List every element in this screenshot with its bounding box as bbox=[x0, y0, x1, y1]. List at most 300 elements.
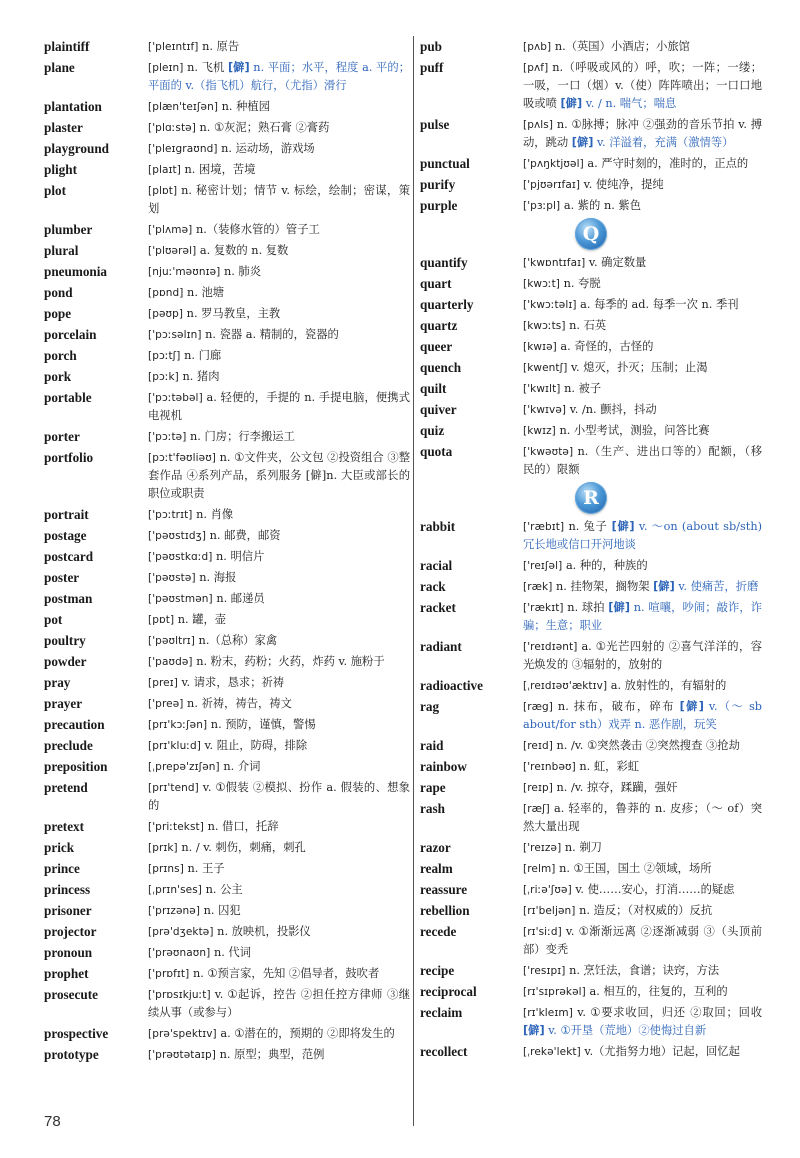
phonetic: [kwɪz] bbox=[523, 425, 556, 437]
meaning: a. 放射性的，有辐射的 bbox=[610, 679, 727, 692]
definition bbox=[523, 197, 762, 215]
headword: quartz bbox=[420, 318, 458, 333]
headword: porcelain bbox=[44, 327, 97, 342]
phonetic: [ˌrekə'lekt] bbox=[523, 1046, 581, 1058]
definition bbox=[523, 422, 762, 440]
extended-meaning bbox=[523, 1024, 706, 1037]
phonetic: [njuː'məʊnɪə] bbox=[148, 266, 221, 278]
right-column bbox=[420, 38, 762, 1064]
headword: realm bbox=[420, 861, 453, 876]
headword: preposition bbox=[44, 759, 108, 774]
entry-plural bbox=[44, 242, 410, 260]
definition bbox=[148, 428, 410, 446]
phonetic: [prə'dʒektə] bbox=[148, 926, 214, 938]
entry-recede bbox=[420, 923, 762, 959]
definition bbox=[148, 758, 410, 776]
definition bbox=[523, 557, 762, 575]
definition bbox=[148, 161, 410, 179]
entry-quota bbox=[420, 443, 762, 479]
phonetic: [plæn'teɪʃən] bbox=[148, 101, 219, 113]
headword: rabbit bbox=[420, 519, 456, 534]
entry-quantify bbox=[420, 254, 762, 272]
phonetic: [relm] bbox=[523, 863, 556, 875]
entry-projector bbox=[44, 923, 410, 941]
phonetic: ['prəʊtətaɪp] bbox=[148, 1049, 217, 1061]
definition bbox=[523, 176, 762, 194]
meaning: n. ①灰泥；熟石膏 ②膏药 bbox=[199, 121, 330, 134]
entry-prince bbox=[44, 860, 410, 878]
phonetic: ['preə] bbox=[148, 698, 184, 710]
headword: pray bbox=[44, 675, 71, 690]
entry-rack bbox=[420, 578, 762, 596]
entry-porcelain bbox=[44, 326, 410, 344]
headword: porch bbox=[44, 348, 77, 363]
entry-rash bbox=[420, 800, 762, 836]
meaning: n. 门房；行李搬运工 bbox=[190, 430, 295, 443]
meaning: n. 秘密计划；情节 v. 标绘，绘制；密谋，策划 bbox=[148, 184, 410, 215]
meaning: a. 奇怪的，古怪的 bbox=[560, 340, 654, 353]
definition bbox=[523, 839, 762, 857]
entry-pretend bbox=[44, 779, 410, 815]
definition bbox=[523, 962, 762, 980]
meaning: n. ①王国，国土 ②领域，场所 bbox=[559, 862, 712, 875]
definition bbox=[523, 518, 762, 554]
definition bbox=[523, 737, 762, 755]
meaning: v. 使……安心，打消……的疑虑 bbox=[575, 883, 735, 896]
definition bbox=[148, 653, 410, 671]
meaning: n. 球拍 bbox=[567, 601, 605, 614]
phonetic: ['pɜːpl] bbox=[523, 200, 561, 212]
headword: prototype bbox=[44, 1047, 99, 1062]
headword: powder bbox=[44, 654, 87, 669]
meaning: n. 门廊 bbox=[184, 349, 222, 362]
entry-racial bbox=[420, 557, 762, 575]
phonetic: ['pɔːtə] bbox=[148, 431, 187, 443]
headword: quarterly bbox=[420, 297, 474, 312]
rare-usage-tag: [僻] bbox=[679, 700, 704, 713]
entry-reclaim bbox=[420, 1004, 762, 1040]
entry-punctual bbox=[420, 155, 762, 173]
headword: recipe bbox=[420, 963, 455, 978]
meaning: n. 兔子 bbox=[568, 520, 608, 533]
phonetic: [ræg] bbox=[523, 701, 553, 713]
headword: punctual bbox=[420, 156, 470, 171]
meaning: n. 肺炎 bbox=[223, 265, 261, 278]
meaning: n. ①文件夹，公文包 ②投资组合 ③整套作品 ④系列产品，系列服务 [僻]n. 大臣或部长的职位或职责 bbox=[148, 451, 410, 500]
definition bbox=[148, 632, 410, 650]
phonetic: ['plʌmə] bbox=[148, 224, 193, 236]
phonetic: [pɒt] bbox=[148, 614, 175, 626]
headword: poster bbox=[44, 570, 80, 585]
phonetic: [ˌprepə'zɪʃən] bbox=[148, 761, 220, 773]
entry-prophet bbox=[44, 965, 410, 983]
phonetic: ['pleɪntɪf] bbox=[148, 41, 199, 53]
letter-section-header bbox=[420, 218, 762, 250]
meaning: n. 肖像 bbox=[196, 508, 234, 521]
phonetic: [reɪd] bbox=[523, 740, 553, 752]
meaning: n. 困境，苦境 bbox=[184, 163, 256, 176]
phonetic: ['pʌŋktjʊəl] bbox=[523, 158, 584, 170]
entry-plane bbox=[44, 59, 410, 95]
meaning: n. 种植园 bbox=[221, 100, 271, 113]
rare-usage-tag: [僻] bbox=[571, 136, 594, 149]
headword: playground bbox=[44, 141, 109, 156]
meaning: a. 轻率的，鲁莽的 n. 皮疹；（～ of）突然大量出现 bbox=[523, 802, 762, 833]
phonetic: ['reɪdɪənt] bbox=[523, 641, 578, 653]
phonetic: [ˌriːə'ʃʊə] bbox=[523, 884, 572, 896]
meaning: n. 原告 bbox=[202, 40, 240, 53]
headword: radiant bbox=[420, 639, 462, 654]
headword: rash bbox=[420, 801, 445, 816]
definition bbox=[523, 800, 762, 836]
entry-quilt bbox=[420, 380, 762, 398]
definition bbox=[148, 284, 410, 302]
meaning: a. 严守时刻的，准时的，正点的 bbox=[587, 157, 749, 170]
phonetic: ['prəʊnaʊn] bbox=[148, 947, 211, 959]
definition bbox=[148, 1025, 410, 1043]
meaning: v. 阻止，防碍，排除 bbox=[204, 739, 308, 752]
entry-pope bbox=[44, 305, 410, 323]
definition bbox=[148, 242, 410, 260]
meaning: v.（尤指努力地）记起，回忆起 bbox=[584, 1045, 740, 1058]
headword: portrait bbox=[44, 507, 89, 522]
headword: recede bbox=[420, 924, 457, 939]
meaning: n. 邮费，邮资 bbox=[209, 529, 281, 542]
meaning: n. 飞机 bbox=[187, 61, 225, 74]
definition bbox=[523, 881, 762, 899]
phonetic: [rɪ'siːd] bbox=[523, 926, 562, 938]
headword: plight bbox=[44, 162, 77, 177]
rare-usage-tag: [僻] bbox=[608, 601, 631, 614]
definition bbox=[148, 674, 410, 692]
headword: pork bbox=[44, 369, 72, 384]
headword: portfolio bbox=[44, 450, 94, 465]
entry-razor bbox=[420, 839, 762, 857]
meaning: n. 挂物架，搁物架 bbox=[556, 580, 650, 593]
definition bbox=[523, 983, 762, 1001]
phonetic: [pɔːk] bbox=[148, 371, 179, 383]
entry-porter bbox=[44, 428, 410, 446]
entry-portfolio bbox=[44, 449, 410, 503]
headword: rack bbox=[420, 579, 446, 594]
phonetic: [kwɔːts] bbox=[523, 320, 566, 332]
definition bbox=[148, 368, 410, 386]
phonetic: [pɔːtʃ] bbox=[148, 350, 181, 362]
definition bbox=[523, 59, 762, 113]
extended-meaning-text: v. ～on (about sb/sth) 冗长地或信口开河地谈 bbox=[523, 520, 763, 551]
definition bbox=[523, 923, 762, 959]
definition bbox=[148, 881, 410, 899]
definition bbox=[148, 1046, 410, 1064]
definition bbox=[523, 359, 762, 377]
entry-rape bbox=[420, 779, 762, 797]
meaning: n. 介词 bbox=[223, 760, 261, 773]
entry-prospective bbox=[44, 1025, 410, 1043]
meaning: v. 熄灭，扑灭；压制；止渴 bbox=[571, 361, 708, 374]
phonetic: [prɪns] bbox=[148, 863, 184, 875]
entry-pneumonia bbox=[44, 263, 410, 281]
phonetic: ['resɪpɪ] bbox=[523, 965, 566, 977]
phonetic: ['pəʊstə] bbox=[148, 572, 196, 584]
phonetic: ['pəʊstmən] bbox=[148, 593, 213, 605]
phonetic: ['pəʊltrɪ] bbox=[148, 635, 195, 647]
headword: precaution bbox=[44, 717, 105, 732]
extended-meaning-text: v. 使痛苦，折磨 bbox=[678, 580, 759, 593]
meaning: v. ①起诉，控告 ②担任控方律师 ③继续从事（或参与） bbox=[148, 988, 410, 1019]
headword: quench bbox=[420, 360, 462, 375]
headword: princess bbox=[44, 882, 91, 897]
meaning: n. 剃刀 bbox=[564, 841, 602, 854]
phonetic: ['kwɪlt] bbox=[523, 383, 561, 395]
headword: pulse bbox=[420, 117, 450, 132]
headword: rag bbox=[420, 699, 440, 714]
headword: pneumonia bbox=[44, 264, 108, 279]
meaning: n.（装修水管的）管子工 bbox=[195, 223, 320, 236]
phonetic: ['prɒfɪt] bbox=[148, 968, 190, 980]
entry-recollect bbox=[420, 1043, 762, 1061]
phonetic: [reɪp] bbox=[523, 782, 553, 794]
meaning: n. /v. 掠夺，蹂躏，强奸 bbox=[556, 781, 678, 794]
definition bbox=[523, 758, 762, 776]
headword: pub bbox=[420, 39, 443, 54]
entry-reassure bbox=[420, 881, 762, 899]
phonetic: [kwɔːt] bbox=[523, 278, 560, 290]
definition bbox=[148, 737, 410, 755]
headword: quiver bbox=[420, 402, 457, 417]
headword: queer bbox=[420, 339, 453, 354]
phonetic: [prə'spektɪv] bbox=[148, 1028, 217, 1040]
phonetic: ['pəʊstkɑːd] bbox=[148, 551, 213, 563]
headword: pronoun bbox=[44, 945, 93, 960]
headword: racial bbox=[420, 558, 453, 573]
headword: plumber bbox=[44, 222, 93, 237]
definition bbox=[148, 590, 410, 608]
headword: preclude bbox=[44, 738, 93, 753]
definition bbox=[523, 155, 762, 173]
meaning: a. 种的，种族的 bbox=[565, 559, 648, 572]
phonetic: ['ræbɪt] bbox=[523, 521, 565, 533]
entry-pub bbox=[420, 38, 762, 56]
entry-poultry bbox=[44, 632, 410, 650]
headword: pretext bbox=[44, 819, 85, 834]
meaning: n. 明信片 bbox=[216, 550, 265, 563]
definition bbox=[523, 275, 762, 293]
headword: prayer bbox=[44, 696, 83, 711]
entry-racket bbox=[420, 599, 762, 635]
phonetic: [rɪ'kleɪm] bbox=[523, 1007, 573, 1019]
phonetic: [ræʃ] bbox=[523, 803, 550, 815]
headword: razor bbox=[420, 840, 451, 855]
phonetic: [kwɪə] bbox=[523, 341, 557, 353]
letter-badge-icon: R bbox=[575, 482, 607, 514]
entry-quarterly bbox=[420, 296, 762, 314]
meaning: n. 池塘 bbox=[187, 286, 225, 299]
phonetic: ['reɪnbəʊ] bbox=[523, 761, 576, 773]
entry-plaintiff bbox=[44, 38, 410, 56]
definition bbox=[523, 38, 762, 56]
extended-meaning-text: v.（～ sb about/for sth）戏弄 n. 恶作剧，玩笑 bbox=[523, 700, 762, 731]
meaning: n. 公主 bbox=[205, 883, 243, 896]
phonetic: ['plɑːstə] bbox=[148, 122, 196, 134]
phonetic: ['pəʊstɪdʒ] bbox=[148, 530, 207, 542]
headword: portable bbox=[44, 390, 92, 405]
rare-usage-tag: [僻] bbox=[227, 61, 250, 74]
entry-powder bbox=[44, 653, 410, 671]
entry-purify bbox=[420, 176, 762, 194]
page-number: 78 bbox=[44, 1113, 61, 1130]
definition bbox=[523, 860, 762, 878]
column-divider bbox=[413, 36, 414, 1126]
phonetic: [pʌb] bbox=[523, 41, 552, 53]
rare-usage-tag: [僻] bbox=[611, 520, 635, 533]
entry-portable bbox=[44, 389, 410, 425]
entry-plot bbox=[44, 182, 410, 218]
phonetic: [kwentʃ] bbox=[523, 362, 568, 374]
headword: projector bbox=[44, 924, 97, 939]
definition bbox=[148, 506, 410, 524]
meaning: n. 烹饪法，食谱；诀窍，方法 bbox=[569, 964, 720, 977]
phonetic: [pʌf] bbox=[523, 62, 549, 74]
entry-postcard bbox=[44, 548, 410, 566]
entry-pulse bbox=[420, 116, 762, 152]
meaning: a. 每季的 ad. 每季一次 n. 季刊 bbox=[580, 298, 739, 311]
meaning: n. 预防，谨慎，警惕 bbox=[210, 718, 316, 731]
phonetic: [plɒt] bbox=[148, 185, 178, 197]
rare-usage-tag: [僻] bbox=[523, 1024, 545, 1037]
headword: reclaim bbox=[420, 1005, 463, 1020]
definition bbox=[523, 698, 762, 734]
meaning: n. 夸脱 bbox=[563, 277, 601, 290]
rare-usage-tag: [僻] bbox=[560, 97, 583, 110]
definition bbox=[523, 638, 762, 674]
headword: postman bbox=[44, 591, 93, 606]
entry-reciprocal bbox=[420, 983, 762, 1001]
meaning: n. 放映机，投影仪 bbox=[217, 925, 311, 938]
meaning: n. 借口，托辞 bbox=[207, 820, 279, 833]
meaning: v. 请求，恳求；祈祷 bbox=[181, 676, 285, 689]
definition bbox=[523, 380, 762, 398]
phonetic: ['pɔːtrɪt] bbox=[148, 509, 193, 521]
meaning: v. ①渐渐远离 ②逐渐减弱 ③（头顶前部）变秃 bbox=[523, 925, 762, 956]
headword: plantation bbox=[44, 99, 102, 114]
entry-quartz bbox=[420, 317, 762, 335]
definition bbox=[148, 569, 410, 587]
meaning: n. 粉末，药粉；火药，炸药 v. 施粉于 bbox=[196, 655, 385, 668]
entry-pond bbox=[44, 284, 410, 302]
entry-preposition bbox=[44, 758, 410, 776]
phonetic: [preɪ] bbox=[148, 677, 178, 689]
phonetic: ['pɔːtəbəl] bbox=[148, 392, 203, 404]
meaning: n. ①预言家，先知 ②倡导者，鼓吹者 bbox=[192, 967, 380, 980]
definition bbox=[148, 548, 410, 566]
headword: quantify bbox=[420, 255, 468, 270]
headword: purify bbox=[420, 177, 456, 192]
phonetic: [rɪ'sɪprəkəl] bbox=[523, 986, 586, 998]
headword: poultry bbox=[44, 633, 86, 648]
meaning: n. 王子 bbox=[187, 862, 225, 875]
meaning: a. 相互的，往复的，互利的 bbox=[589, 985, 728, 998]
meaning: v. /n. 颤抖，抖动 bbox=[569, 403, 657, 416]
meaning: v. ①要求收回，归还 ②取回；回收 bbox=[577, 1006, 762, 1019]
rare-usage-tag: [僻] bbox=[653, 580, 675, 593]
definition bbox=[523, 317, 762, 335]
meaning: a. ①光芒四射的 ②喜气洋洋的，容光焕发的 ③辐射的，放射的 bbox=[523, 640, 762, 671]
phonetic: [prɪ'kluːd] bbox=[148, 740, 201, 752]
letter-badge-icon: Q bbox=[575, 218, 607, 250]
entry-prayer bbox=[44, 695, 410, 713]
headword: reassure bbox=[420, 882, 468, 897]
extended-meaning-text: v. ①开垦（荒地）②使悔过自新 bbox=[548, 1024, 707, 1037]
phonetic: [plaɪt] bbox=[148, 164, 181, 176]
headword: prosecute bbox=[44, 987, 98, 1002]
extended-meaning bbox=[572, 136, 734, 149]
phonetic: [pɒnd] bbox=[148, 287, 184, 299]
phonetic: ['pjʊərɪfaɪ] bbox=[523, 179, 581, 191]
extended-meaning bbox=[561, 97, 677, 110]
entry-playground bbox=[44, 140, 410, 158]
definition bbox=[148, 860, 410, 878]
extended-meaning-text: n. 平面；水平，程度 a. 平的；平面的 v.（指飞机）航行，（尤指）滑行 bbox=[148, 61, 411, 92]
entry-quench bbox=[420, 359, 762, 377]
phonetic: [ˌprɪn'ses] bbox=[148, 884, 203, 896]
definition bbox=[148, 695, 410, 713]
phonetic: ['prɪzənə] bbox=[148, 905, 201, 917]
headword: prick bbox=[44, 840, 75, 855]
headword: prince bbox=[44, 861, 80, 876]
phonetic: [ræk] bbox=[523, 581, 553, 593]
headword: pot bbox=[44, 612, 63, 627]
definition bbox=[148, 902, 410, 920]
entry-raid bbox=[420, 737, 762, 755]
entry-rabbit bbox=[420, 518, 762, 554]
definition bbox=[523, 401, 762, 419]
phonetic: [pəʊp] bbox=[148, 308, 184, 320]
phonetic: ['prɒsɪkjuːt] bbox=[148, 989, 211, 1001]
definition bbox=[523, 677, 762, 695]
meaning: a. 紫的 n. 紫色 bbox=[563, 199, 641, 212]
entry-radiant bbox=[420, 638, 762, 674]
meaning: a. 轻便的，手提的 n. 手提电脑，便携式电视机 bbox=[148, 391, 411, 422]
meaning: v. ①假装 ②模拟、扮作 a. 假装的、想象的 bbox=[148, 781, 410, 812]
entry-quiz bbox=[420, 422, 762, 440]
entry-prick bbox=[44, 839, 410, 857]
phonetic: ['paʊdə] bbox=[148, 656, 193, 668]
headword: reciprocal bbox=[420, 984, 477, 999]
entry-quart bbox=[420, 275, 762, 293]
headword: purple bbox=[420, 198, 458, 213]
headword: quart bbox=[420, 276, 452, 291]
entry-realm bbox=[420, 860, 762, 878]
headword: rebellion bbox=[420, 903, 470, 918]
definition bbox=[148, 923, 410, 941]
entry-postman bbox=[44, 590, 410, 608]
meaning: n. 罗马教皇，主教 bbox=[186, 307, 281, 320]
meaning: n. 抹布，破布，碎布 bbox=[557, 700, 675, 713]
definition bbox=[148, 305, 410, 323]
meaning: n.（英国）小酒店；小旅馆 bbox=[554, 40, 690, 53]
phonetic: ['kwɒntɪfaɪ] bbox=[523, 257, 586, 269]
definition bbox=[148, 527, 410, 545]
headword: quiz bbox=[420, 423, 445, 438]
headword: prophet bbox=[44, 966, 89, 981]
entry-pronoun bbox=[44, 944, 410, 962]
phonetic: ['priːtekst] bbox=[148, 821, 204, 833]
phonetic: ['pleɪgraʊnd] bbox=[148, 143, 218, 155]
headword: puff bbox=[420, 60, 444, 75]
entry-plantation bbox=[44, 98, 410, 116]
entry-preclude bbox=[44, 737, 410, 755]
entry-porch bbox=[44, 347, 410, 365]
